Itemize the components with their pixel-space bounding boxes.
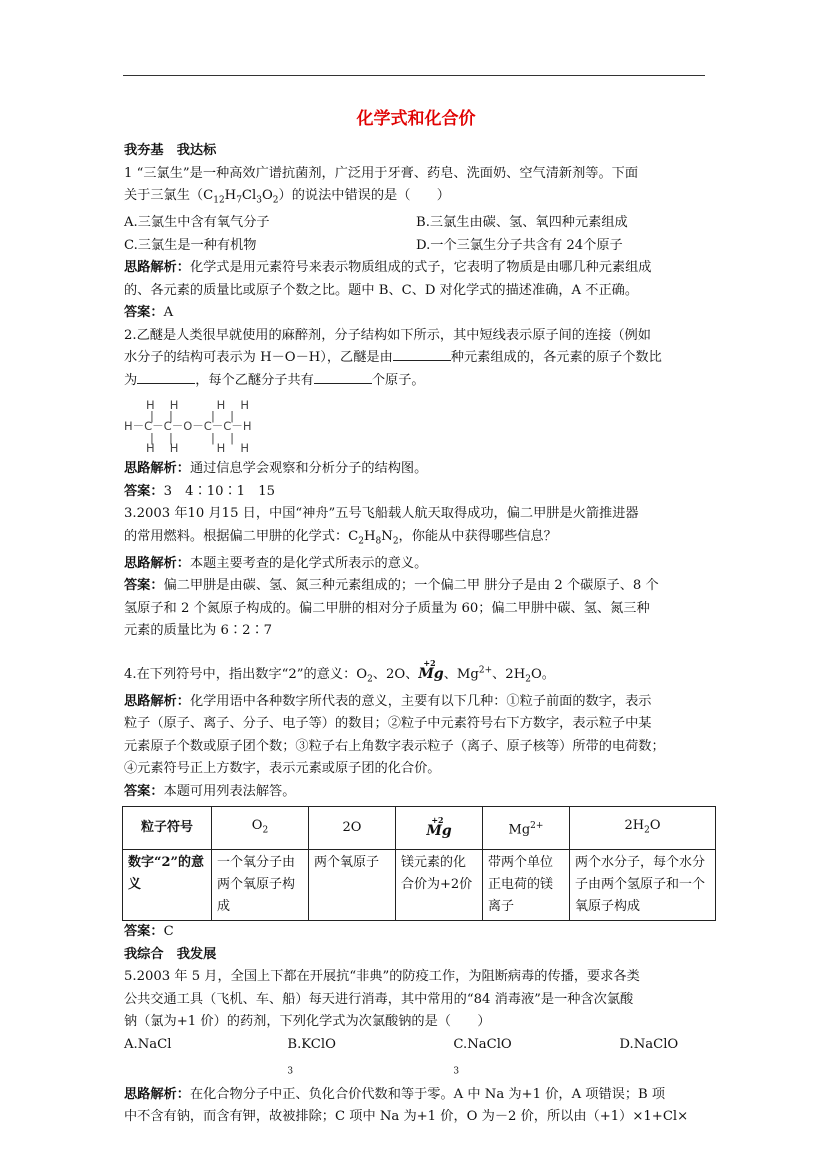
header-rule <box>123 75 705 76</box>
table-row <box>123 850 716 921</box>
table-cell: 带两个单位正电荷的镁离子 <box>483 850 570 921</box>
table-header-cell: $2H_2O$ <box>570 807 716 850</box>
q3-answer-line3: 元素的质量比为 6∶2∶7 <box>124 623 273 639</box>
table-header-cell: $O_2$ <box>212 807 309 850</box>
q1-options-row1 <box>124 212 708 235</box>
q1-analysis-cont: 的、各元素的质量比或原子个数之比。题中 B、C、D 对化学式的描述准确，A 不正确。 <box>124 282 639 298</box>
q3-answer-line2: 氢原子和 2 个氮原子构成的。偏二甲肼的相对分子质量为 60；偏二甲肼中碳、氢、氮三种 <box>124 600 650 616</box>
q5-option-a: A.NaCl <box>124 1036 172 1052</box>
q5-line1: 5.2003 年 5 月，全国上下都在开展抗“非典”的防疫工作，为阻断病毒的传播，要求各类 <box>124 969 640 985</box>
q5-line3: 钠（氯为+1 价）的药剂，下列化学式为次氯酸钠的是（ ） <box>124 1014 491 1030</box>
structure-top-row: H H H H <box>146 398 250 413</box>
q5-option-b: B.KClO$_3$ <box>287 1036 336 1078</box>
q1-answer: 答案：A <box>124 305 174 321</box>
q2-line1: 2.乙醚是人类很早就使用的麻醉剂，分子结构如下所示，其中短线表示原子间的连接（例如 <box>124 327 651 343</box>
table-header-row <box>123 807 716 850</box>
q1-line2: 关于三氯生$(C_{12}H_7Cl_3O_2)$的说法中错误的是（ ） <box>124 188 450 206</box>
q1-line1: 1 “三氯生”是一种高效广谱抗菌剂，广泛用于牙膏、药皂、洗面奶、空气清新剂等。下面 <box>124 165 638 181</box>
q3-answer: 答案：偏二甲肼是由碳、氢、氮三种元素组成的；一个偏二甲 肼分子是由 2 个碳原子、8 个 <box>124 578 659 594</box>
page-title: 化学式和化合价 <box>356 109 476 129</box>
q4-analysis-4: ④元素符号正上方数字，表示元素或原子团的化合价。 <box>124 761 441 777</box>
q4-analysis-3: 元素原子个数或原子团个数；③粒子右上角数字表示粒子（离子、原子核等）所带的电荷数； <box>124 738 665 754</box>
table-cell: 数字“2”的意义 <box>123 850 212 921</box>
structure-bottom-row: H H H H <box>146 441 250 456</box>
q1-options-row2 <box>124 235 708 258</box>
q2-answer: 答案：3 4∶10∶1 15 <box>124 483 276 499</box>
answer-blank <box>314 371 372 384</box>
table-header-cell: +2 Mg <box>396 807 483 850</box>
section-heading-1: 我夯基 我达标 <box>124 143 217 158</box>
q5-analysis-cont: 中不含有钠，而含有钾，故被排除；C 项中 Na 为+1 价，O 为－2 价，所以由（+1）×1+Cl× <box>124 1109 689 1125</box>
q4-answer-table <box>122 806 716 921</box>
q5-option-c: C.NaClO$_3$ <box>453 1036 512 1078</box>
q5-options <box>124 1034 708 1084</box>
ether-structure-diagram: H H H H | | | | H－C－C－O－C－C－H | | | | H H H H <box>124 392 324 458</box>
table-header-cell: 粒子符号 <box>123 807 212 850</box>
q5-option-d: D.NaClO <box>619 1036 679 1052</box>
table-header-cell: $Mg^{2+}$ <box>483 807 570 850</box>
q1-option-c: C.三氯生是一种有机物 <box>124 237 257 253</box>
q1-analysis: 思路解析：化学式是用元素符号来表示物质组成的式子，它表明了物质是由哪几种元素组成 <box>124 260 652 276</box>
table-cell: 镁元素的化合价为+2价 <box>396 850 483 921</box>
q1-option-d: D.一个三氯生分子共含有 24个原子 <box>416 237 623 253</box>
table-cell: 两个氧原子 <box>309 850 396 921</box>
q4-line: 4.在下列符号中，指出数字“2”的意义：$O_2$、2O、 +2 Mg、$Mg^{2+}$、$2H_2O$。 <box>124 657 555 685</box>
q5-analysis: 思路解析：在化合物分子中正、负化合价代数和等于零。A 中 Na 为+1 价，A 项错误；B 项 <box>124 1086 666 1102</box>
q4-analysis: 思路解析：化学用语中各种数字所代表的意义，主要有以下几种：①粒子前面的数字，表示 <box>124 693 652 709</box>
q2-analysis: 思路解析：通过信息学会观察和分析分子的结构图。 <box>124 461 428 477</box>
q4-answer: 答案：本题可用列表法解答。 <box>124 783 296 799</box>
answer-blank <box>137 371 195 384</box>
structure-main-chain: H－C－C－O－C－C－H <box>124 419 252 434</box>
table-header-cell: 2O <box>309 807 396 850</box>
q1-option-b: B.三氯生由碳、氢、氧四种元素组成 <box>416 215 628 231</box>
q5-line2: 公共交通工具（飞机、车、船）每天进行消毒，其中常用的“84 消毒液”是一种含次氯酸 <box>124 991 634 1007</box>
table-cell: 一个氧分子由两个氧原子构成 <box>212 850 309 921</box>
answer-blank <box>393 348 451 361</box>
q3-line2: 的常用燃料。根据偏二甲肼的化学式：$C_2H_8N_2$，你能从中获得哪些信息？ <box>124 528 557 547</box>
table-cell: 两个水分子，每个水分子由两个氢原子和一个氧原子构成 <box>570 850 716 921</box>
section-heading-2: 我综合 我发展 <box>124 946 217 962</box>
mg-valence-symbol: +2 Mg <box>418 657 444 682</box>
q2-line3: 为 ，每个乙醚分子共有 个原子。 <box>124 372 425 388</box>
q4-table-answer: 答案：C <box>124 924 174 940</box>
q2-line2: 水分子的结构可表示为 H－O－H），乙醚是由 种元素组成的，各元素的原子个数比 <box>124 350 662 366</box>
q3-line1: 3.2003 年10 月15 日，中国“神舟”五号飞船载人航天取得成功，偏二甲肼是火箭推进器 <box>124 506 639 522</box>
q1-option-a: A.三氯生中含有氧气分子 <box>124 215 270 231</box>
q4-analysis-2: 粒子（原子、离子、分子、电子等）的数目；②粒子中元素符号右下方数字，表示粒子中某 <box>124 716 652 732</box>
document-page <box>124 104 708 1129</box>
q3-analysis-label: 思路解析：本题主要考查的是化学式所表示的意义。 <box>124 555 428 571</box>
